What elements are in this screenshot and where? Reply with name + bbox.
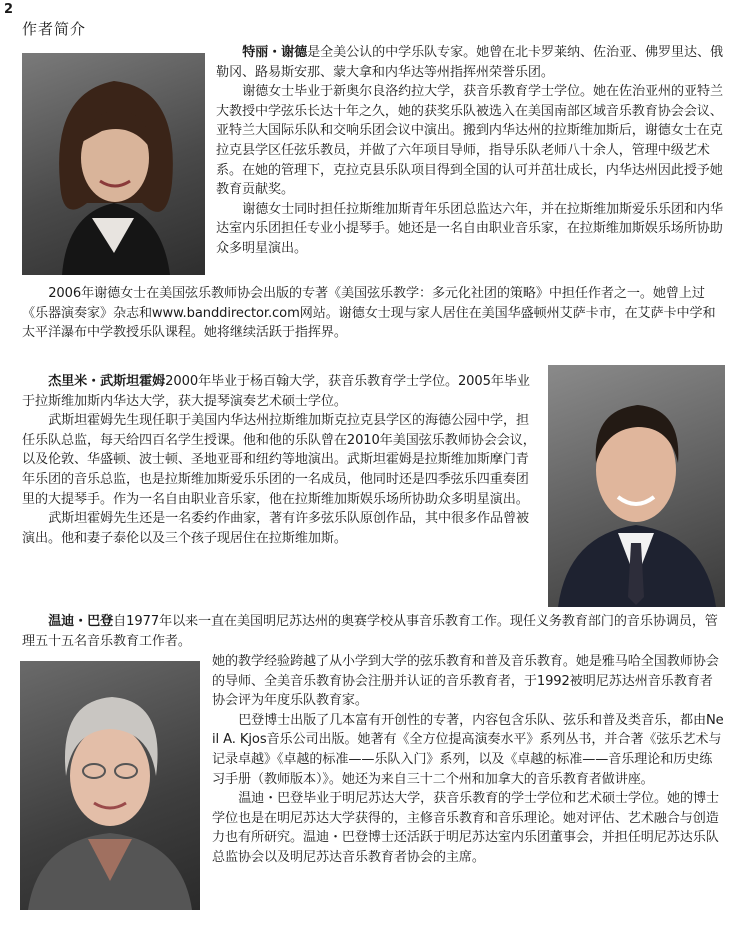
bio-wendy-intro: 自1977年以来一直在美国明尼苏达州的奥赛学校从事音乐教育工作。现任义务教育部门的音乐协调员，管理五十五名音乐教育工作者。 [22,614,718,649]
bio-jeremy-para3: 武斯坦霍姆先生还是一名委约作曲家，著有许多弦乐队原创作品，其中很多作品曾被演出。他和妻子泰伦以及三个孩子现居住在拉斯维加斯。 [22,511,529,546]
bio-jeremy-para2: 武斯坦霍姆先生现任职于美国内华达州拉斯维加斯克拉克县学区的海德公园中学，担任乐队总监，每天给四百名学生授课。他和他的乐队曾在2010年美国弦乐教师协会会议，以及伦敦、华盛顿、波士顿、圣地亚哥和纽约等地演出。武斯坦霍姆是拉斯维加斯摩门青年乐团的音乐总监，也是拉斯维加斯爱乐乐团的一名成员，他同时还是四季弦乐四重奏团里的大提琴手。作为一名自由职业音乐家，他在拉斯维加斯娱乐场所协助众多明星演出。 [22,413,536,507]
bio-jeremy-intro: 2000年毕业于杨百翰大学，获音乐教育学士学位。2005年毕业于拉斯维加斯内华达大学，获大提琴演奏艺术硕士学位。 [22,374,530,409]
author-photo-jeremy [548,365,725,607]
bio-wendy-para3: 温迪・巴登毕业于明尼苏达大学，获音乐教育的学士学位和艺术硕士学位。她的博士学位也是在明尼苏达大学获得的，主修音乐教育和音乐理论。她对评估、艺术融合与创造力也有所研究。温迪・巴登博士还活跃于明尼苏达室内乐团董事会，并担任明尼苏达乐队总监协会以及明尼苏达音乐教育者协会的主席。 [212,791,719,865]
bio-teri-para2: 谢德女士毕业于新奥尔良洛约拉大学，获音乐教育学士学位。她在佐治亚州的亚特兰大教授中学弦乐长达十年之久，她的获奖乐队被选入在美国南部区域音乐教育协会会议、亚特兰大国际乐队和交响乐团会议中演出。搬到内华达州的拉斯维加斯后，谢德女士在克拉克县学区任弦乐教员，并做了六年项目导师，指导乐队老师八十余人，管理中级艺术系。在她的管理下，克拉克县乐队项目得到全国的认可并茁壮成长，内华达州因此授予她教育贡献奖。 [216,84,723,198]
bio-teri-para1 [216,43,724,82]
bio-teri-intro: 是全美公认的中学乐队专家。她曾在北卡罗莱纳、佐治亚、佛罗里达、俄勒冈、路易斯安那、蒙大拿和内华达等州指挥州荣誉乐团。 [216,45,723,80]
author-name-teri: 特丽・谢德 [242,45,308,60]
author-name-wendy: 温迪・巴登 [48,614,114,629]
portrait-illustration [20,661,200,910]
author-photo-teri [22,53,205,275]
bio-wendy-para1-cont: 她的教学经验跨越了从小学到大学的弦乐教育和普及音乐教育。她是雅马哈全国教师协会的导师、全美音乐教育协会注册并认证的音乐教育者，于1992被明尼苏达州音乐教育者协会评为年度乐队教育家。 [212,654,719,709]
bio-teri-side [216,43,724,280]
section-title: 作者简介 [22,20,87,38]
bio-teri-para4: 2006年谢德女士在美国弦乐教师协会出版的专著《美国弦乐教学：多元化社团的策略》中担任作者之一。她曾上过《乐器演奏家》杂志和www.banddirector.com网站。谢德女士现与家人居住在美国华盛顿州艾萨卡市，在艾萨卡中学和太平洋瀑布中学教授乐队课程。她将继续活跃于指挥界。 [22,286,716,341]
bio-wendy-para2: 巴登博士出版了几本富有开创性的专著，内容包含乐队、弦乐和普及类音乐，都由Neil A. Kjos音乐公司出版。她著有《全方位提高演奏水平》系列丛书，并合著《弦乐艺术与记录卓越》《卓越的标准——乐队入门》系列，以及《卓越的标准——音乐理论和历史练习手册（教师版本）》。她还为来自三十二个州和加拿大的音乐教育者做讲座。 [212,712,724,787]
bio-jeremy [22,372,536,590]
portrait-illustration [22,53,205,275]
bio-wendy-para1 [22,612,724,651]
bio-wendy-side [212,652,724,924]
bio-teri-full [22,284,724,344]
author-photo-wendy [20,661,200,910]
bio-teri-para3: 谢德女士同时担任拉斯维加斯青年乐团总监达六年，并在拉斯维加斯爱乐乐团和内华达室内乐团担任专业小提琴手。她还是一名自由职业音乐家，在拉斯维加斯娱乐场所协助众多明星演出。 [216,201,723,256]
bio-jeremy-para1 [22,372,536,411]
page-number: 2 [4,2,14,17]
portrait-illustration [548,365,725,607]
bio-wendy-top [22,612,724,652]
author-name-jeremy: 杰里米・武斯坦霍姆 [48,374,166,389]
